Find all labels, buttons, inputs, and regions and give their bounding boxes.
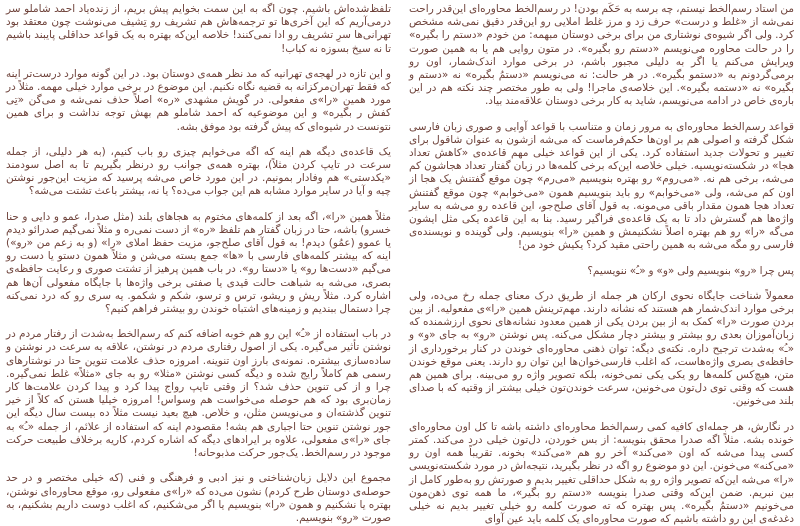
- paragraph: مجموع این دلایل زبان‌شناختی و نیز ادبی و فرهنگی و فنی (که خیلی مختصر و در حد حوصله‌ی دوستان طرح کردم) نشون می‌ده که «را»ی مفعولی رو، موقع محاوره‌ای نوشتن، بهتره یا نشکنیم و همون «را» بنویسیم یا اگر می‌شکنیم، که اغلب دوست داریم بشکنیم، به صورت «رو» بنویسیم.: [6, 472, 391, 524]
- paragraph: و این تازه در لهجه‌ی تهرانیه که مد نظر همه‌ی دوستان بود. در این گونه موارد درست‌تر اینه که فقط تهران‌مرکزانه به قضیه نگاه نکنیم. این موضوع در برخی موارد خیلی مهمه. مثلاً در مورد همین «را»ی مفعولی. در گویش مشهدی «ره» اصلاً حذف نمی‌شه و می‌گن «تِی کفش ر بگیره» و این موضوعیه که احمد شاملو هم بهش توجه نداشت و برای همین نتونست در شیوه‌ای که پیش گرفته بود موفق بشه.: [6, 67, 391, 133]
- text-column-left: [6, 3, 391, 524]
- paragraph: تلفظ‌شده‌اش باشیم. چون اگه به این سمت بخوایم پیش بریم، از زنده‌یاد احمد شاملو سر درمی‌آریم که این آخری‌ها تو ترجمه‌هاش هم تشریف رو تِشیف می‌نوشت چون معتقد بود تهرانی‌ها سرِ تشریف رو ادا نمی‌کنند! خلاصه این‌که بهتره به یک قواعد حداقلی پایبند باشیم تا نه سیخ بسوزه نه کباب!: [6, 3, 391, 55]
- question-line: پس چرا «رو» بنویسیم ولی «و» و «ـُ» ننویسیم؟: [587, 264, 794, 277]
- paragraph: در باب استفاده از «ـُ» این رو هم خوبه اضافه کنم که رسم‌الخط به‌شدت از رفتار مردم در نوشتن تأثیر می‌گیره. یکی از اصول رفتاری مردم در نوشتن، علاقه به سرعت در نوشتن و ساده‌سازی بیشتره. نمونه‌ی بارز اون تنوینه. امروزه حذف علامت تنوین حتا در نوشتارهای رسمی هم کاملاً رایج شده و دیگه کسی نوشتن «مثلا» رو به جای «مثلاً» غلط نمی‌گیره. چرا و از کی تنوین حذف شد؟ از وقتی تایپ رواج پیدا کرد و پیدا کردن علامت‌ها کار زمان‌بری بود که هم حوصله می‌خواست هم وسواس! امروزه خیلیا هستن که کلاً از خیر تنوین گذشته‌ان و می‌نویسن مثلن، و خلاص. هیچ بعید نیست مثلاً ده بیست سال دیگه این جور نوشتن تنوین حتا اجباری هم بشه! مقصودم اینه که استفاده از علائم، از جمله «ـُ» به جای «را»ی مفعولی، علاوه بر ایرادهای دیگه که اشاره کردم، کاریه برخلاف طبیعت حرکت موجود در رسم‌الخط. یک‌جور حرکت مذبوحانه!: [6, 328, 391, 460]
- paragraph: من استاد رسم‌الخط نیستم، چه برسه به حَکَم بودن! در رسم‌الخط محاوره‌ای این‌قدر راحت نمی‌شه از «غلط و درست» حرف زد و مرز غلط املایی رو این‌قدر دقیق نمی‌شه مشخص کرد. ولی اگر شیوه‌ی نوشتاری من برای برخی دوستان مبهمه: من خودم «دستم را بگیره» را در حالت محاوره می‌نویسم «دستم رو بگیره». در متون روایی هم یا به همین صورت ویرایش می‌کنم یا اگر به دلیلی مجبور باشم، در برخی موارد اندک‌شمار، اون رو برمی‌گردونم به «دستمو بگیره». در هر حالت: نه می‌نویسم «دستمُ بگیره» نه «دستم و بگیره» نه «دستمه بگیره». این خلاصه‌ی ماجرا! ولی به طور مختصر چند نکته هم در این باره‌ی خاص در ادامه می‌نویسم، شاید به کار برخی دوستان علاقه‌مند بیاد.: [409, 3, 794, 108]
- paragraph: معمولاً شناخت جایگاه نحوی ارکان هر جمله از طریق درک معنای جمله رخ می‌ده، ولی برخی موارد اندک‌شمار هم هستند که نشانه دارند. مهم‌ترینش همین «را»ی مفعولیه. از بین بردن صورت «را» کمک به از بین بردن یکی از همین معدود نشانه‌های نحوی ارزشمنده که زبان‌آموزان بعدی رو بیشتر و بیشتر دچار مشکل می‌کنه. پس نوشتن «رو» به جای «و» و «ـُ» به‌شدت ترجیح داره. نکته‌ی دیگه: توان ذهنی محاوره‌ای خوندن در کنار برخورداری از حافظه‌ی بصری واژه‌هاست، که اغلب فارسی‌خوان‌ها این توان رو دارند. یعنی موقع خوندن متن، هیچ‌کس کلمه‌ها رو یکی یکی نمی‌خونه، بلکه تصویر واژه رو می‌بینه. برای همین هم هست که وقتی توی دل‌تون می‌خونین، سرعت خوندن‌تون خیلی بیشتر از وقتیه که با صدای بلند می‌خونین.: [409, 289, 794, 408]
- paragraph: یک قاعده‌ی دیگه هم اینه که اگه می‌خوایم چیزی رو باب کنیم، (به هر دلیلی، از جمله سرعت در تایپ کردن مثلاً)، بهتره همه‌ی جوانب رو درنظر بگیریم تا به اصل سودمند «یکدستی» هم وفادار بمونیم. در این مورد خاص می‌شه پرسید که مزیت این‌جور نوشتن چیه و آیا در سایر موارد مشابه هم این جواب می‌ده؟ یا نه، بیشتر باعث تشتت می‌شه؟: [6, 145, 391, 198]
- paragraph: قواعد رسم‌الخط محاوره‌ای به مرور زمان و متناسب با قواعد آوایی و صوری زبان فارسی شکل گرفته و اصولی هم بر اون‌ها حکم‌فرماست که می‌شه ازشون به عنوان شاقول برای تغییر و تحولات جدید استفاده کرد. یکی از این قواعد خیلی مهم قاعده‌ی «کاهش تعداد هجا» در شکسته‌نویسیه. خیلی خلاصه این‌که برخی کلمه‌ها در زبان گفتار تعداد هجاشون کم می‌شه، برخی هم نه. «می‌روم» رو بهتره بنویسیم «می‌رم» چون موقع گفتنش یک هجا از اون کم می‌شه، ولی «می‌خوابم» رو باید بنویسیم همون «می‌خوابم» چون موقع گفتنش تعداد هجا همون مقدار باقی می‌مونه. به قول آقای صلح‌جو، این قاعده رو می‌شه به سایر واژه‌ها هم گسترش داد تا به یک قاعده‌ی فراگیر رسید. بنا به این قاعده یکی مثل ایشون می‌گه «را» رو هم بهتره اصلاً نشکنیمش و همین «را» بنویسیم. ولی گوینده و نویسنده‌ی فارسی رو مگه می‌شه به همین راحتی مقید کرد؟ یکیش خود من!: [409, 120, 794, 252]
- text-column-right: [409, 3, 794, 526]
- paragraph: در نگارش، هر جمله‌ای کافیه کمی رسم‌الخط محاوره‌ای داشته باشه تا کل اون محاوره‌ای خونده بشه. مثلاً اگه صدرا محقق بنویسه: از بس خوردن، دل‌تون خیلی درد می‌کند. کمتر کسی پیدا می‌شه که اون «می‌کند» آخر رو هم «می‌کند» بخونه. تقریباً همه اون رو «می‌کنه» می‌خونن. این دو موضوع رو اگه در نظر بگیرید، نتیجه‌اش در مورد شکسته‌نویسی «را» می‌شه این‌که تصویر واژه رو به شکل حداقلی تغییر بدیم و صورتش رو به‌طور کامل از بین نبریم. ضمن این‌که وقتی صدرا بنویسه «دستم رو بگیر»، ما همه توی ذهن‌مون می‌خونیم «دستمُ بگیره». پس بهتره که ته صورت کلمه رو خیلی تغییر بدیم نه خیلی دغدغه‌ی این رو داشته باشیم که صورت محاوره‌ای یک کلمه باید عین آوای: [409, 420, 794, 526]
- paragraph: مثلاً همین «را»، اگه بعد از کلمه‌های مختوم به هجاهای بلند (مثل صدرا، عمو و دایی و حنا خسرو) باشه، حتا در زبان گفتار هم تلفظ «ره» از دست نمی‌ره و مثلاً نمی‌گیم صدرائو دیدم یا عموو (عمُو) دیدم! به قول آقای صلح‌جو، مزیت حفظ املای «را» (و به زعم من «رو») اینه که بیشتر کلمه‌های فارسی با «ها» جمع بسته می‌شن و مثلاً همون دستو یا دست رو می‌گیم «دست‌ها رو» یا «دستا رو». در باب همین پرهیز از تشتت صوری و رعایت حافظه‌ی بصری، می‌شه به شباهت حالت قیدی یا صفتی برخی واژه‌ها با جایگاه مفعولی آن‌ها هم اشاره کرد. مثلاً ریش و ریشو، ترس و ترسو، شکم و شکمو. یه سری رو که درد نمی‌کنه چرا دستمال ببندیم و زمینه‌های اشتباه خوندن رو بیشتر فراهم کنیم؟: [6, 210, 391, 316]
